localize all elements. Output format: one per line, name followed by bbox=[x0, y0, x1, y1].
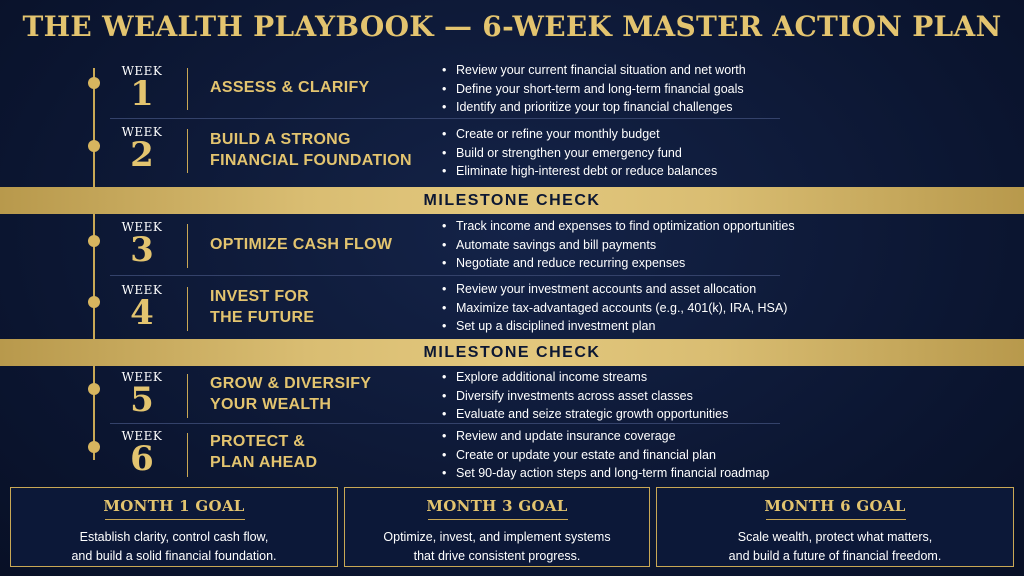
bullet-item: • Diversify investments across asset classes bbox=[440, 387, 728, 406]
timeline-line bbox=[93, 68, 95, 460]
bullet-item: • Review and update insurance coverage bbox=[440, 427, 769, 446]
goal-card-month-6 bbox=[656, 487, 1014, 567]
week-number: 1 bbox=[130, 74, 154, 114]
week-number: 6 bbox=[130, 439, 154, 479]
timeline-dot bbox=[88, 296, 100, 308]
bullet-item: • Set up a disciplined investment plan bbox=[440, 317, 787, 336]
week-row-5 bbox=[105, 370, 785, 422]
week-row-4 bbox=[105, 282, 788, 335]
week-row-2 bbox=[105, 125, 785, 181]
bullet-item: • Identify and prioritize your top financial challenges bbox=[440, 98, 746, 117]
week-label: WEEK bbox=[121, 64, 163, 78]
bullet-item: • Track income and expenses to find optimization opportunities bbox=[440, 217, 795, 236]
week-number: 3 bbox=[130, 230, 154, 270]
goal-title: MONTH 6 GOAL bbox=[764, 497, 906, 515]
week-title: ASSESS & CLARIFY bbox=[210, 79, 370, 96]
divider bbox=[187, 68, 188, 110]
timeline-dot bbox=[88, 140, 100, 152]
goal-underline bbox=[766, 519, 906, 520]
timeline-dot bbox=[88, 235, 100, 247]
milestone-banner: MILESTONE CHECK bbox=[0, 187, 1024, 214]
goal-card-month-1 bbox=[10, 487, 338, 567]
divider bbox=[187, 224, 188, 268]
week-title: OPTIMIZE CASH FLOW bbox=[210, 236, 393, 253]
bullet-item: • Create or update your estate and financial plan bbox=[440, 446, 769, 465]
week-title: BUILD A STRONG FINANCIAL FOUNDATION bbox=[210, 131, 412, 169]
goal-title: MONTH 1 GOAL bbox=[103, 497, 245, 515]
bullet-item: • Define your short-term and long-term financial goals bbox=[440, 80, 746, 99]
week-bullets bbox=[440, 125, 717, 181]
bullet-item: • Create or refine your monthly budget bbox=[440, 125, 717, 144]
row-separator bbox=[110, 275, 780, 276]
bullet-item: • Evaluate and seize strategic growth opportunities bbox=[440, 405, 728, 424]
week-row-3 bbox=[105, 219, 795, 272]
week-row-6 bbox=[105, 429, 785, 481]
week-title: PROTECT & PLAN AHEAD bbox=[210, 433, 318, 471]
goal-title: MONTH 3 GOAL bbox=[426, 497, 568, 515]
week-number: 5 bbox=[130, 380, 154, 420]
bullet-item: • Review your current financial situation and net worth bbox=[440, 61, 746, 80]
timeline-dot bbox=[88, 77, 100, 89]
week-bullets bbox=[440, 427, 769, 483]
timeline-dot bbox=[88, 383, 100, 395]
week-title: INVEST FOR THE FUTURE bbox=[210, 288, 315, 326]
divider bbox=[187, 433, 188, 477]
week-label: WEEK bbox=[121, 429, 163, 443]
bullet-item: • Build or strengthen your emergency fund bbox=[440, 144, 717, 163]
goal-text: Optimize, invest, and implement systems that drive consistent progress. bbox=[383, 530, 611, 563]
bullet-item: • Review your investment accounts and asset allocation bbox=[440, 280, 787, 299]
bullet-item: • Set 90-day action steps and long-term financial roadmap bbox=[440, 464, 769, 483]
row-separator bbox=[110, 423, 780, 424]
goal-text: Scale wealth, protect what matters, and build a future of financial freedom. bbox=[728, 530, 942, 563]
week-number: 4 bbox=[130, 293, 154, 333]
page-title: THE WEALTH PLAYBOOK — 6-WEEK MASTER ACTION PLAN bbox=[22, 10, 1002, 43]
bullet-item: • Explore additional income streams bbox=[440, 368, 728, 387]
week-number: 2 bbox=[130, 135, 154, 175]
week-row-1 bbox=[105, 64, 785, 116]
week-bullets bbox=[440, 217, 795, 273]
bullet-item: • Automate savings and bill payments bbox=[440, 236, 795, 255]
bullet-item: • Eliminate high-interest debt or reduce balances bbox=[440, 162, 717, 181]
goal-underline bbox=[105, 519, 245, 520]
week-label: WEEK bbox=[121, 370, 163, 384]
bullet-item: • Negotiate and reduce recurring expenses bbox=[440, 254, 795, 273]
week-title: GROW & DIVERSIFY YOUR WEALTH bbox=[210, 375, 372, 413]
week-label: WEEK bbox=[121, 125, 163, 139]
divider bbox=[187, 287, 188, 331]
milestone-banner: MILESTONE CHECK bbox=[0, 339, 1024, 366]
divider bbox=[187, 129, 188, 173]
bullet-item: • Maximize tax-advantaged accounts (e.g., 401(k), IRA, HSA) bbox=[440, 299, 787, 318]
goal-card-month-3 bbox=[344, 487, 650, 567]
week-label: WEEK bbox=[121, 283, 163, 297]
week-label: WEEK bbox=[121, 220, 163, 234]
week-bullets bbox=[440, 61, 746, 117]
divider bbox=[187, 374, 188, 418]
row-separator bbox=[110, 118, 780, 119]
week-bullets bbox=[440, 280, 787, 336]
goal-text: Establish clarity, control cash flow, and build a solid financial foundation. bbox=[71, 530, 277, 563]
goal-underline bbox=[428, 519, 568, 520]
week-bullets bbox=[440, 368, 728, 424]
timeline-dot bbox=[88, 441, 100, 453]
